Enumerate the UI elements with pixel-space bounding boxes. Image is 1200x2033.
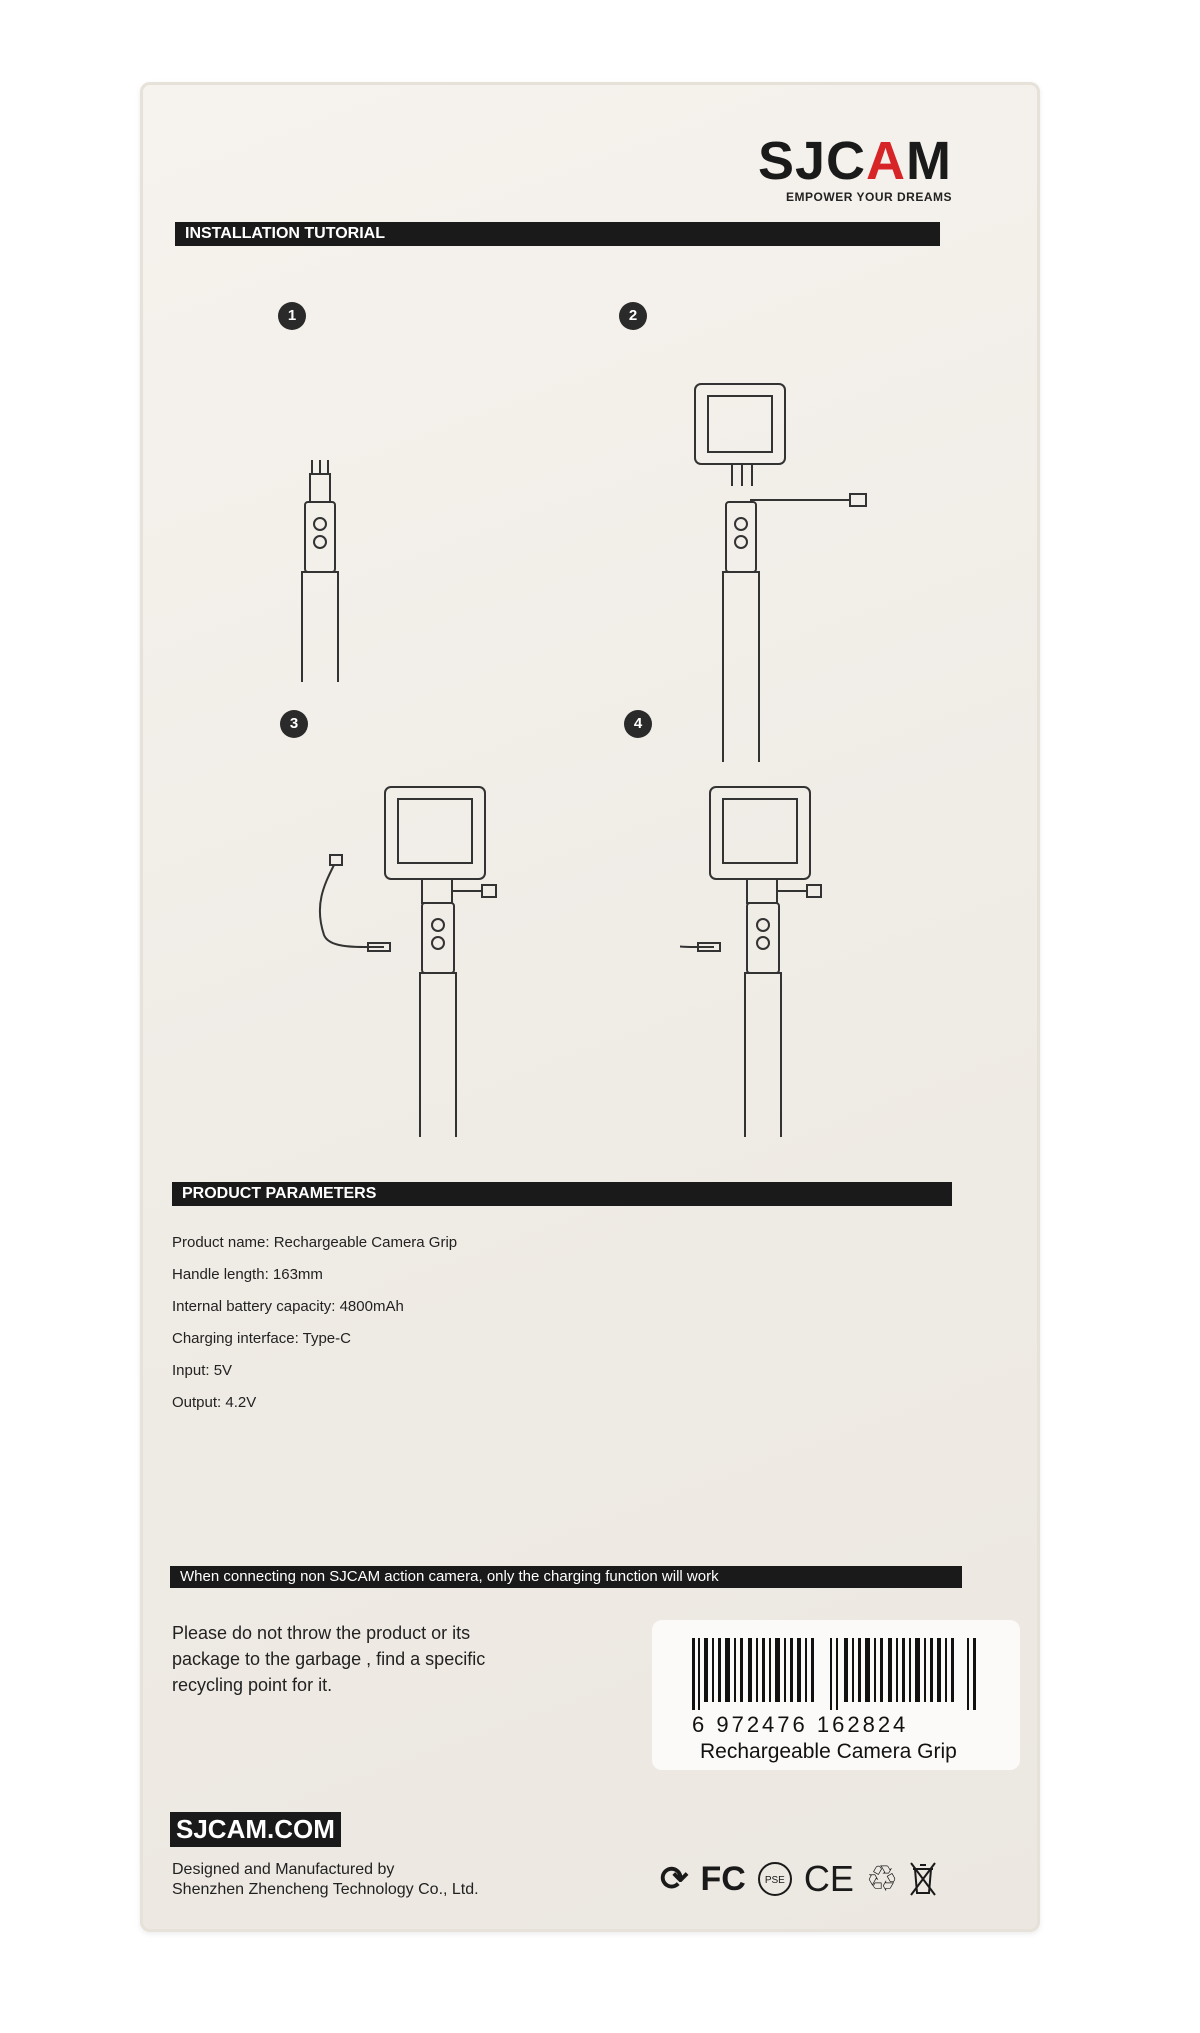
barcode-icon [692, 1638, 982, 1710]
fcc-icon: FC [700, 1859, 746, 1898]
installation-heading: INSTALLATION TUTORIAL [175, 222, 940, 246]
manufacturer-line: Shenzhen Zhencheng Technology Co., Ltd. [172, 1881, 479, 1898]
brand-logo [758, 132, 952, 204]
parameters-list [172, 1227, 457, 1419]
manufacturer-info [172, 1860, 479, 1900]
brand-tagline: EMPOWER YOUR DREAMS [786, 190, 952, 204]
compatibility-notice: When connecting non SJCAM action camera, only the charging function will work [170, 1566, 962, 1588]
parameter-item: Internal battery capacity: 4800mAh [172, 1298, 404, 1315]
step-1-marker: 1 [278, 302, 306, 330]
ce-icon: CE [803, 1858, 854, 1899]
parameters-heading: PRODUCT PARAMETERS [172, 1182, 952, 1206]
pse-icon: PSE [758, 1862, 792, 1896]
barcode-label [652, 1620, 1020, 1770]
step-4-illustration [680, 757, 880, 1137]
step-2-illustration [690, 382, 890, 762]
barcode-number: 6 972476 162824 [692, 1712, 909, 1737]
parameter-item: Product name: Rechargeable Camera Grip [172, 1234, 458, 1251]
parameter-item: Charging interface: Type-C [172, 1330, 351, 1347]
weee-bin-icon [910, 1861, 936, 1897]
step-3-illustration [310, 757, 510, 1137]
brand-wordmark: SJCAM [757, 131, 952, 191]
parameter-item: Input: 5V [172, 1362, 233, 1379]
website: SJCAM.COM [170, 1812, 341, 1847]
certification-marks [660, 1858, 936, 1900]
step-4-marker: 4 [624, 710, 652, 738]
recycling-note: Please do not throw the product or its package to the garbage , find a specific recycling point for it. [172, 1623, 486, 1695]
recycling-icon: ♲ [865, 1858, 899, 1899]
step-3-marker: 3 [280, 710, 308, 738]
step-1-illustration [290, 382, 460, 682]
recycle-arrow-icon: ⟳ [660, 1860, 689, 1898]
manufacturer-line: Designed and Manufactured by [172, 1861, 395, 1878]
parameter-item: Handle length: 163mm [172, 1266, 323, 1283]
parameter-item: Output: 4.2V [172, 1394, 257, 1411]
package-back [140, 82, 1040, 1932]
barcode-product-label: Rechargeable Camera Grip [700, 1740, 957, 1763]
step-2-marker: 2 [619, 302, 647, 330]
